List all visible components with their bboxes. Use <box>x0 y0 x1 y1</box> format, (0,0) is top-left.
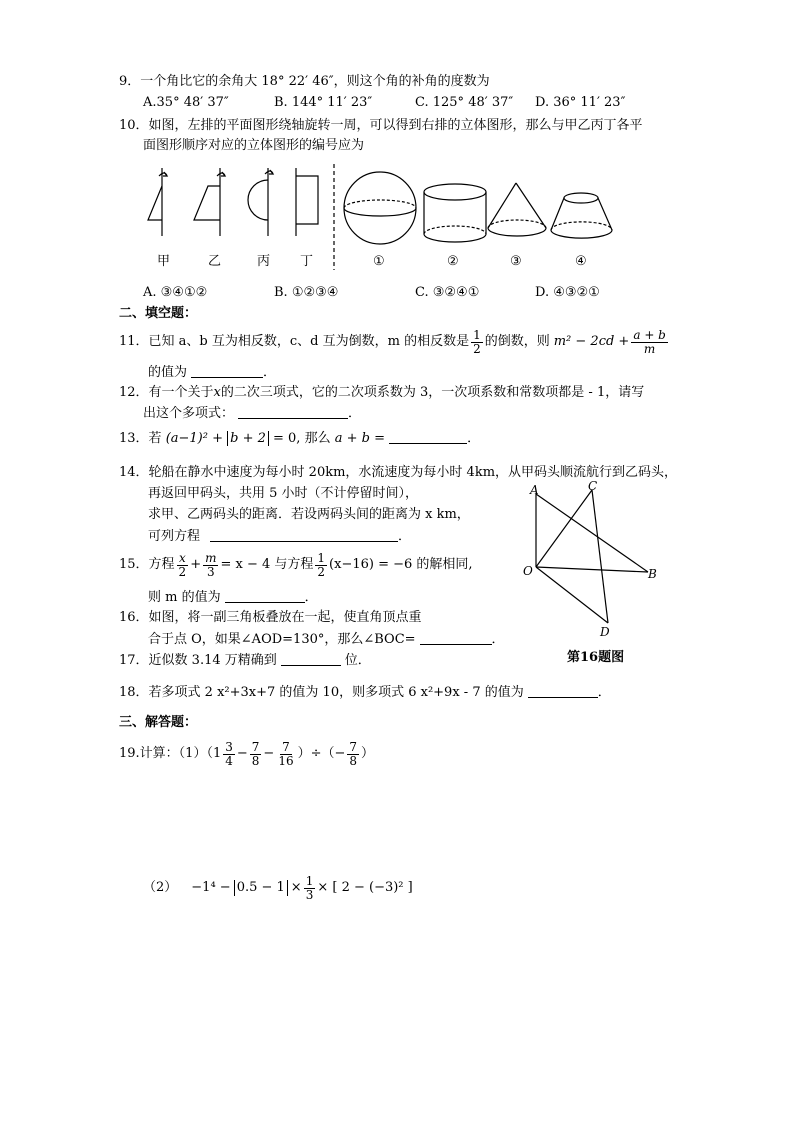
label-bing: 丙 <box>257 254 271 269</box>
q15-fb-den: 3 <box>206 564 215 579</box>
q9-option-a: A.35° 48′ 37″ <box>143 95 229 110</box>
q15-fc-num: 1 <box>317 550 326 565</box>
q13-line: 13．若 (a−1)² + b + 2 = 0, 那么 a + b = ． <box>119 431 481 446</box>
shape-ding <box>296 168 318 236</box>
section-3-heading: 三、解答题： <box>119 715 198 730</box>
segment-cd <box>592 490 608 623</box>
q19-frac-7-16 <box>276 741 295 768</box>
q16-answer-blank[interactable] <box>420 631 492 645</box>
q19-f3-num: 7 <box>282 739 290 754</box>
label-solid-4: ④ <box>575 254 587 269</box>
q19-part2-frac <box>304 875 316 902</box>
q15-line1 <box>119 550 473 580</box>
q19-f3-den: 16 <box>278 753 294 768</box>
label-solid-2: ② <box>447 254 459 269</box>
q15-frac-1-2 <box>315 552 327 579</box>
q18-line: 18．若多项式 2 x²+3x+7 的值为 10，则多项式 6 x²+9x - 7 的值为 ． <box>119 685 611 700</box>
q13-expr3: a + b = <box>334 431 385 446</box>
segment-od <box>536 567 608 623</box>
q11-fraction-half <box>471 329 483 356</box>
q19-part2-label: （2） <box>143 880 178 895</box>
q17-answer-blank[interactable] <box>281 652 341 666</box>
q14-line3: 求甲、乙两码头的距离．若设两码头间的距离为 x km， <box>148 507 470 522</box>
q12-line1 <box>119 385 644 401</box>
q14-line1: 14．轮船在静水中速度为每小时 20km，水流速度为每小时 4km，从甲码头顺流航行到乙码头， <box>119 465 678 480</box>
q15-answer-blank[interactable] <box>225 589 305 603</box>
q11-fraction-ab-m <box>631 329 668 356</box>
q19-f1-num: 3 <box>225 739 233 754</box>
q15-prefix: 15．方程 <box>119 557 175 572</box>
q11-line2-text: 的值为 <box>148 365 188 380</box>
solid-sphere <box>344 172 416 244</box>
q15-fb-num: m <box>205 550 217 565</box>
q14-line4: 可列方程 ． <box>148 529 412 544</box>
q19-f2-num: 7 <box>251 739 260 754</box>
q15-frac-x-2 <box>177 552 189 579</box>
q9-option-b: B. 144° 11′ 23″ <box>274 95 373 110</box>
q19-part2-c: × [ 2 − (−3)² ] <box>317 880 413 895</box>
q19-frac-7-8 <box>250 741 262 768</box>
point-label-a: A <box>530 483 539 497</box>
q19-part2-b: × <box>290 880 302 895</box>
q12-text-a: 12．有一个关于 <box>119 385 214 400</box>
q11-answer-blank[interactable] <box>191 364 263 378</box>
q16-line2: 合于点 O，如果∠AOD=130°，那么∠BOC= ． <box>148 632 505 647</box>
shape-yi <box>194 168 225 236</box>
q19-f2-den: 8 <box>251 753 260 768</box>
q18-text: 18．若多项式 2 x²+3x+7 的值为 10，则多项式 6 x²+9x - 7 的值为 <box>119 685 524 700</box>
q11-frac2-num: a + b <box>633 327 666 342</box>
q19-frac-7-8-b <box>347 741 359 768</box>
q19-part2-abs: 0.5 − 1 <box>234 880 288 896</box>
q12-line2: 出这个多项式： ． <box>143 406 362 421</box>
label-solid-1: ① <box>373 254 385 269</box>
q13-abs-expr: b + 2 <box>227 431 269 446</box>
q19-part2-a: −1⁴ − <box>191 880 231 895</box>
q15-fc-den: 2 <box>317 564 326 579</box>
q16-line2-text: 合于点 O，如果∠AOD=130°，那么∠BOC= <box>148 632 416 647</box>
q19-close: ） <box>361 746 375 761</box>
q12-text-b: 的二次三项式，它的二次项系数为 3，一次项系数和常数项都是 - 1，请写 <box>220 385 645 400</box>
q16-figure <box>520 480 670 640</box>
q11-text2: 的倒数，则 <box>484 334 550 349</box>
q12-answer-blank[interactable] <box>238 405 348 419</box>
q13-expr1: (a−1)² + <box>165 431 223 446</box>
solid-cylinder <box>424 184 486 242</box>
q17-text: 17．近似数 3.14 万精确到 <box>119 653 277 668</box>
q15-fa-num: x <box>178 550 186 565</box>
q19-f4-num: 7 <box>349 739 358 754</box>
q9-option-c: C. 125° 48′ 37″ <box>415 95 514 110</box>
q12-line2-text: 出这个多项式： <box>143 406 235 421</box>
q11-text: 11．已知 a、b 互为相反数，c、d 互为倒数，m 的相反数是 <box>119 334 470 349</box>
q19-f4-den: 8 <box>349 753 358 768</box>
segment-ab <box>536 494 648 572</box>
q17-suffix: 位． <box>344 653 371 668</box>
q11-expr: m² − 2cd + <box>553 334 630 349</box>
q10-option-a: A. ③④①② <box>143 285 208 300</box>
q17-line <box>119 652 371 669</box>
q19-part1 <box>119 738 374 770</box>
q15-mid2: (x−16) = −6 的解相同, <box>329 557 473 572</box>
q19-part2 <box>143 872 413 904</box>
solid-cone <box>488 183 546 236</box>
q19-f1-whole: 1 <box>212 746 222 761</box>
q15-line2: 则 m 的值为 ． <box>148 590 318 605</box>
q10-stem-line1: 10．如图，左排的平面图形绕轴旋转一周，可以得到右排的立体图形，那么与甲乙丙丁各平 <box>119 118 643 133</box>
point-label-d: D <box>600 625 610 639</box>
q10-option-c: C. ③②④① <box>415 285 480 300</box>
q14-answer-blank[interactable] <box>210 528 398 542</box>
solid-frustum <box>551 193 612 238</box>
q15-frac-m-3 <box>203 552 218 579</box>
label-ding: 丁 <box>300 254 314 269</box>
label-jia: 甲 <box>157 254 171 269</box>
section-2-heading: 二、填空题： <box>119 306 198 321</box>
q15-plus: + <box>190 557 202 572</box>
q10-stem-line2: 面图形顺序对应的立体图形的编号应为 <box>143 138 365 153</box>
label-yi: 乙 <box>208 254 222 269</box>
point-label-b: B <box>648 567 657 581</box>
q19-div: ）÷（− <box>297 746 346 761</box>
q14-line4-text: 可列方程 <box>148 529 201 544</box>
q19-p2-num: 1 <box>305 873 314 888</box>
q18-answer-blank[interactable] <box>528 684 598 698</box>
q11-frac2-den: m <box>643 341 656 356</box>
q10-option-b: B. ①②③④ <box>274 285 339 300</box>
q12-var: x <box>213 385 221 400</box>
q19-minus1: − <box>236 746 248 761</box>
q19-label: 19.计算：（1）（ <box>119 746 213 761</box>
q14-line2: 再返回甲码头，共用 5 小时（不计停留时间）， <box>148 486 419 501</box>
point-label-o: O <box>523 564 533 578</box>
segment-ob <box>536 567 648 572</box>
shape-bing <box>248 168 273 236</box>
segment-oc <box>536 490 592 567</box>
q16-line1: 16．如图，将一副三角板叠放在一起，使直角顶点重 <box>119 610 422 625</box>
point-label-c: C <box>588 480 598 493</box>
q19-minus2: − <box>263 746 275 761</box>
q15-line2-text: 则 m 的值为 <box>148 590 221 605</box>
q16-figure-caption: 第16题图 <box>567 650 625 665</box>
q15-mid: = x − 4 与方程 <box>220 557 314 572</box>
q15-fa-den: 2 <box>178 564 187 579</box>
q10-option-d: D. ④③②① <box>535 285 600 300</box>
shape-jia <box>148 168 167 236</box>
q11-frac-den: 2 <box>473 341 481 356</box>
q19-p2-den: 3 <box>305 887 314 902</box>
label-solid-3: ③ <box>510 254 522 269</box>
q11-line1 <box>119 327 670 357</box>
q9-option-d: D. 36° 11′ 23″ <box>535 95 626 110</box>
q11-line2: 的值为 ． <box>148 365 277 380</box>
q13-prefix: 13．若 <box>119 431 162 446</box>
q13-answer-blank[interactable] <box>389 430 467 444</box>
q19-frac-3-4 <box>223 741 235 768</box>
q11-frac-num: 1 <box>473 327 481 342</box>
q19-f1-den: 4 <box>225 753 233 768</box>
q13-expr2: = 0, 那么 <box>273 431 331 446</box>
q9-stem: 9．一个角比它的余角大 18° 22′ 46″，则这个角的补角的度数为 <box>119 74 490 89</box>
